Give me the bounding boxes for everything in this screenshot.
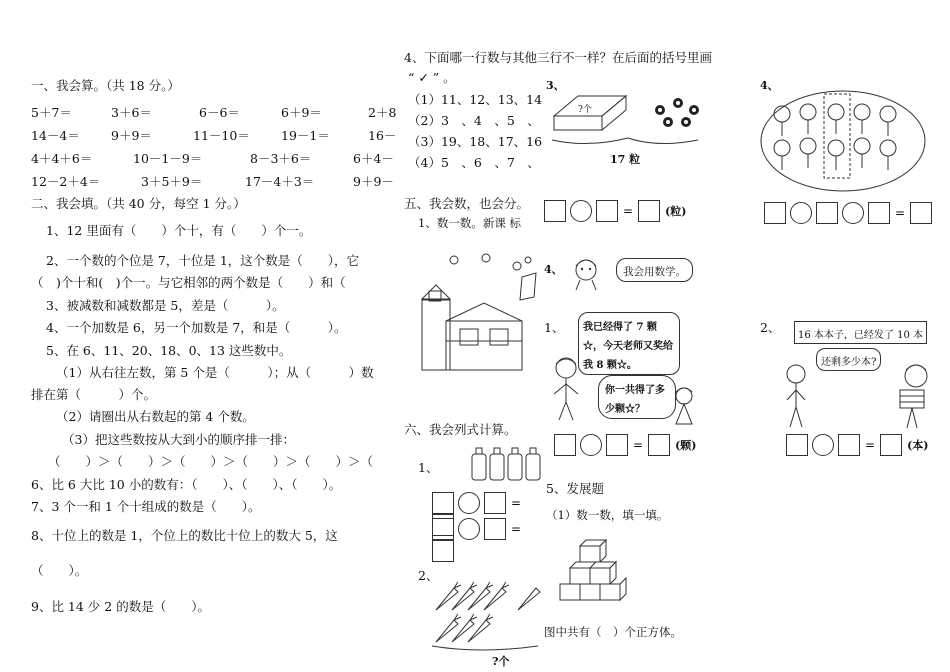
calc-item: 11－10＝ (193, 128, 250, 143)
operator-circle[interactable] (458, 518, 480, 540)
answer-box[interactable] (544, 200, 566, 222)
book-distribution-figure (780, 362, 940, 432)
calc-item: 17－4＋3＝ (245, 174, 315, 189)
question-5: 5、在 6、11、20、18、0、13 这些数中。 (46, 343, 292, 358)
operator-circle[interactable] (790, 202, 812, 224)
answer-box[interactable] (786, 434, 808, 456)
unit-label: (本) (907, 439, 929, 452)
box-unknown-label: ?个 (578, 105, 592, 115)
calc-item: 6＋9＝ (281, 105, 322, 120)
calc-item: 9＋9＝ (111, 128, 152, 143)
ordering-blanks: （ ）＞（ ）＞（ ）＞（ ）＞（ ）＞（ (48, 454, 374, 469)
calc-item: 19－1＝ (281, 128, 330, 143)
question-2-line-1: 2、一个数的个位是 7，十位是 1，这个数是（ ），它 (46, 253, 360, 268)
answer-box[interactable] (606, 434, 628, 456)
operator-circle[interactable] (842, 202, 864, 224)
section-6-q1: 1、 (418, 460, 439, 475)
girl-figure (568, 252, 608, 292)
sub-q4-label: 4、 (544, 263, 563, 276)
calc-item: 6＋4－ (353, 151, 394, 166)
section-6-q2: 2、 (418, 568, 439, 583)
calc-item: 14－4＝ (31, 128, 80, 143)
question-1: 1、12 里面有（ ）个十，有（ ）个一。 (46, 223, 312, 238)
stars-equation (552, 434, 696, 456)
operator-circle[interactable] (580, 434, 602, 456)
q4-label-right: 4、 (760, 79, 779, 92)
left-column (0, 0, 404, 672)
right-column (540, 0, 950, 672)
children-figure (546, 350, 696, 430)
answer-box[interactable] (432, 492, 454, 514)
cubes-figure (554, 534, 638, 606)
calc-item: 3＋5＋9＝ (141, 174, 203, 189)
section-5b-q1: （1）数一数，填一填。 (546, 508, 669, 522)
grain-total-caption: 17 粒 (610, 153, 641, 166)
equals-sign: = (633, 438, 644, 452)
remaining-speech-bubble: 还剩多少本? (816, 348, 881, 371)
answer-box[interactable] (484, 518, 506, 540)
answer-box[interactable] (838, 434, 860, 456)
question-5-1-line-1: （1）从右往左数，第 5 个是（ ）；从（ ）数 (56, 365, 374, 380)
grain-equation (542, 200, 686, 222)
section-2-title: 二、我会填。（共 40 分，每空 1 分。） (31, 196, 246, 211)
q4-row-3: （3）19、18、17、16 (408, 134, 543, 149)
calc-item: 8－3＋6＝ (250, 151, 312, 166)
unit-label: (粒) (665, 205, 687, 218)
q3-label: 3、 (546, 79, 565, 92)
q4-checkmark-hint: “ ✓ ” 。 (408, 70, 456, 85)
question-9: 9、比 14 少 2 的数是（ ）。 (31, 599, 210, 614)
equals-sign: = (895, 206, 906, 220)
carrots-figure (430, 580, 540, 650)
unit-label: (颗) (675, 439, 697, 452)
bottles-figure (470, 446, 540, 482)
question-4: 4、一个加数是 6，另一个加数是 7，和是（ ）。 (46, 320, 347, 335)
question-6: 6、比 6 大比 10 小的数有：（ ）、（ ）、（ ）。 (31, 477, 342, 492)
answer-box[interactable] (910, 202, 932, 224)
boy-speech-bubble: 我已经得了 7 颗☆，今天老师又奖给我 8 颗☆。 (578, 312, 680, 375)
carrot-count-label: ?个 (492, 655, 510, 668)
question-7: 7、3 个一和 1 个十组成的数是（ ）。 (31, 499, 261, 514)
math-speech-bubble: 我会用数学。 (616, 258, 693, 282)
calc-item: 10－1－9＝ (133, 151, 203, 166)
calc-item: 9＋9－ (353, 174, 394, 189)
problem-1-label: 1、 (544, 320, 565, 335)
operator-circle[interactable] (812, 434, 834, 456)
answer-box[interactable] (816, 202, 838, 224)
question-5-1-line-2: 排在第（ ）个。 (31, 387, 157, 402)
equals-sign: = (623, 204, 634, 218)
question-2-line-2: （ )个十和( )个一。与它相邻的两个数是（ ）和（ (31, 275, 346, 290)
answer-box[interactable] (432, 540, 454, 562)
section-1-title: 一、我会算。（共 18 分。） (31, 78, 180, 93)
equals-sign: = (511, 496, 522, 510)
equals-sign: = (511, 522, 522, 536)
operator-circle[interactable] (458, 492, 480, 514)
question-3: 3、被减数和减数都是 5，差是（ ）。 (46, 298, 285, 313)
cubes-caption: 图中共有（ ）个正方体。 (544, 625, 682, 639)
answer-box[interactable] (764, 202, 786, 224)
answer-box[interactable] (638, 200, 660, 222)
problem-2-label: 2、 (760, 320, 781, 335)
girl-speech-bubble: 你一共得了多少颗☆？ (598, 375, 676, 419)
section-5b-title: 5、发展题 (546, 481, 604, 496)
answer-box[interactable] (596, 200, 618, 222)
section-5-title: 五、我会数，也会分。 (404, 196, 530, 211)
q4-row-2: （2）3 、4 、5 、 (408, 113, 540, 128)
answer-box[interactable] (554, 434, 576, 456)
equation-blanks-row-2 (430, 518, 540, 562)
q4-row-4: （4）5 、6 、7 、 (408, 155, 540, 170)
calc-item: 6－6＝ (199, 105, 240, 120)
house-shapes-figure (404, 245, 540, 375)
books-speech-bubble: 16 本本子，已经发了 10 本 (794, 321, 927, 344)
flowers-figure (758, 86, 928, 196)
question-8-line-1: 8、十位上的数是 1，个位上的数比十位上的数大 5，这 (31, 528, 338, 543)
books-equation (784, 434, 928, 456)
operator-circle[interactable] (570, 200, 592, 222)
calc-item: 2＋8 (368, 105, 397, 120)
answer-box[interactable] (484, 492, 506, 514)
calc-item: 4＋4＋6＝ (31, 151, 93, 166)
q4-row-1: （1）11、12、13、14 (408, 92, 543, 107)
calc-item: 5＋7＝ (31, 105, 72, 120)
q4-odd-row-title: 4、下面哪一行数与其他三行不一样？在后面的括号里画 (404, 50, 712, 65)
answer-box[interactable] (648, 434, 670, 456)
answer-box[interactable] (880, 434, 902, 456)
question-5-2: （2）请圈出从右数起的第 4 个数。 (56, 409, 255, 424)
calc-item: 12－2＋4＝ (31, 174, 101, 189)
section-6-title: 六、我会列式计算。 (404, 422, 517, 437)
calc-item: 3＋6＝ (111, 105, 152, 120)
section-5-q1: 1、数一数。新课 标 (418, 216, 521, 230)
answer-box[interactable] (432, 518, 454, 540)
calc-item: 16－ (368, 128, 397, 143)
question-5-3: （3）把这些数按从大到小的顺序排一排： (62, 432, 295, 447)
question-8-line-2: （ ）。 (31, 563, 88, 578)
equals-sign: = (865, 438, 876, 452)
answer-box[interactable] (868, 202, 890, 224)
flowers-equation (762, 202, 934, 224)
